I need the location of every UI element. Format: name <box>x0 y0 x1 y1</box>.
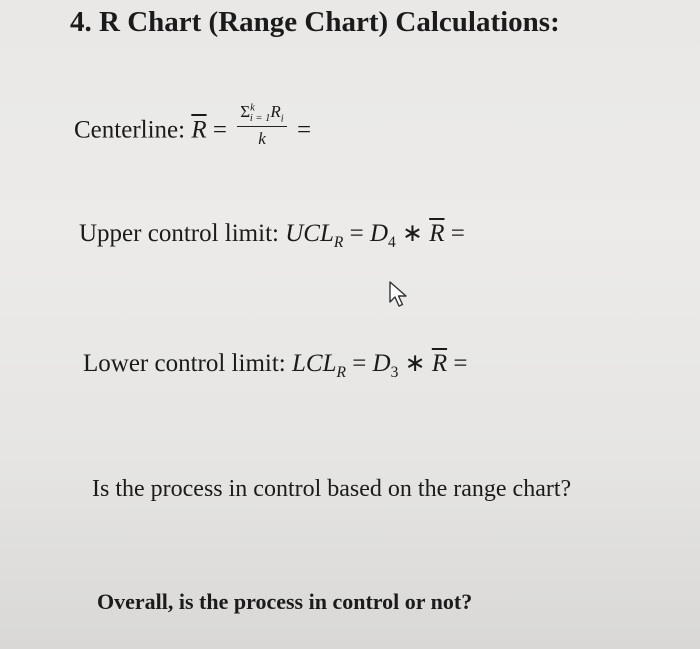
equals-sign: = <box>349 220 364 247</box>
equals-sign: = <box>212 116 227 144</box>
fraction-numerator: $\Sigma^k_{i = 1}R_i$ <box>237 102 287 127</box>
centerline-label: Centerline: <box>74 116 186 144</box>
ucl-label: Upper control limit: <box>79 220 279 247</box>
overall-question: Overall, is the process in control or not? <box>97 589 473 614</box>
r-bar-symbol: $\overline{R}$ <box>431 350 448 377</box>
multiply-sign: ∗ <box>404 350 426 377</box>
mouse-pointer-icon <box>386 280 414 308</box>
d3-constant: $D_3$ <box>372 350 399 381</box>
lcl-label: Lower control limit: <box>83 350 286 377</box>
centerline-fraction <box>237 102 287 149</box>
ucl-row <box>79 218 465 252</box>
multiply-sign: ∗ <box>402 220 423 247</box>
section-heading: 4. R Chart (Range Chart) Calculations: <box>70 6 560 38</box>
lcl-row <box>83 348 467 382</box>
equals-sign: = <box>352 350 367 377</box>
range-chart-question: Is the process in control based on the range chart? <box>92 476 572 502</box>
equals-sign: = <box>453 350 468 377</box>
equals-sign: = <box>296 116 312 144</box>
r-bar-symbol: $\overline{R}$ <box>191 116 207 144</box>
fraction-denominator: k <box>258 129 266 149</box>
equals-sign: = <box>450 220 465 247</box>
r-bar-symbol: $\overline{R}$ <box>429 220 445 247</box>
centerline-row <box>74 102 312 155</box>
ucl-symbol: $UCL_R$ <box>285 220 344 251</box>
lcl-symbol: $LCL_R$ <box>291 350 346 381</box>
d4-constant: $D_4$ <box>369 220 396 251</box>
